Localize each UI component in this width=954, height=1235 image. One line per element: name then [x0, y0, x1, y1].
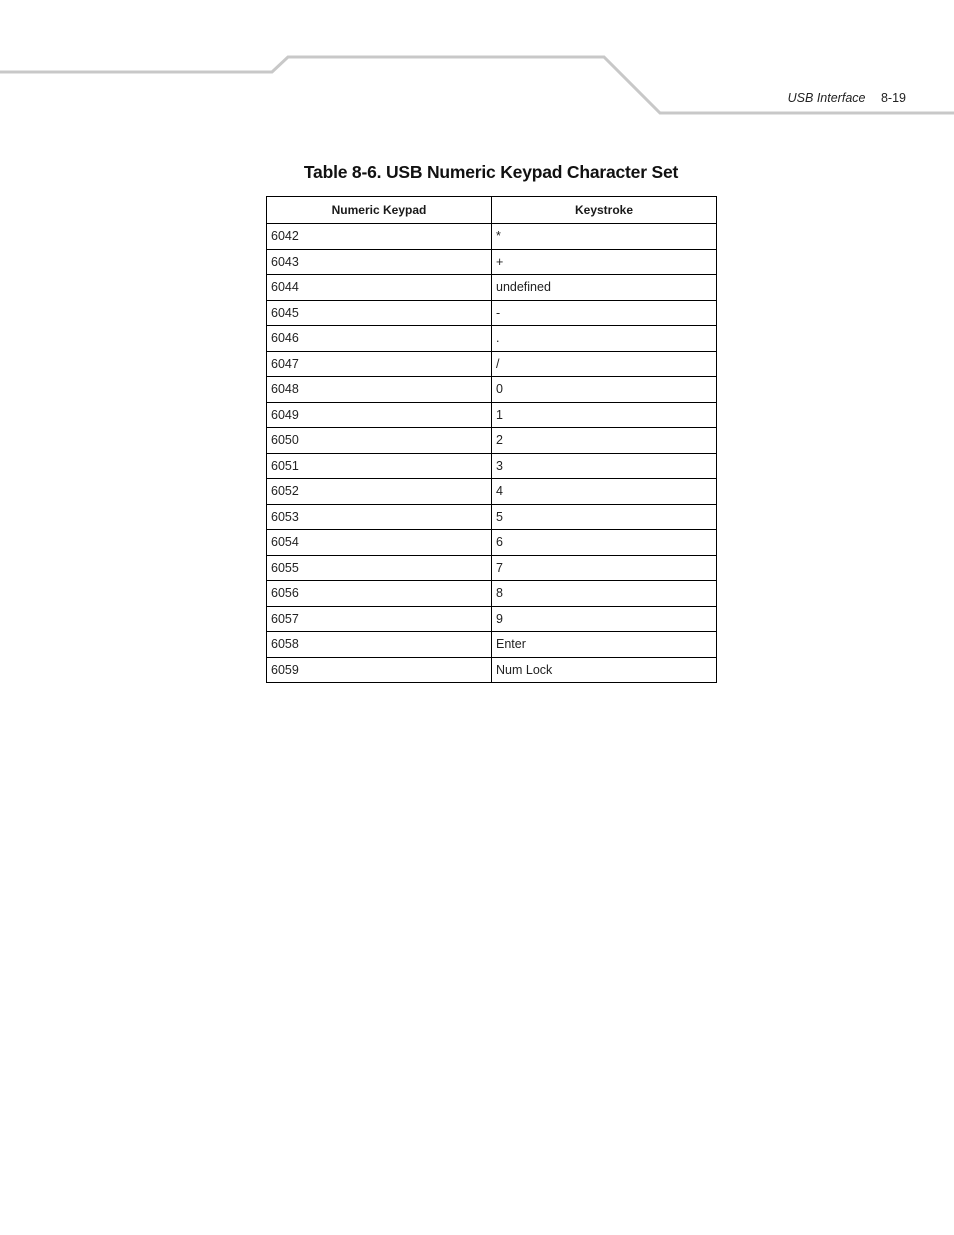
keypad-code: 6056: [267, 581, 492, 607]
keypad-code: 6053: [267, 504, 492, 530]
table-row: [267, 377, 717, 403]
keypad-code: 6047: [267, 351, 492, 377]
keypad-code: 6057: [267, 606, 492, 632]
table-row: [267, 326, 717, 352]
numeric-keypad-table: [266, 196, 717, 683]
table-row: [267, 530, 717, 556]
table-row: [267, 300, 717, 326]
keystroke: 2: [492, 428, 717, 454]
table-row: [267, 504, 717, 530]
keystroke: undefined: [492, 275, 717, 301]
table-row: [267, 632, 717, 658]
keystroke: .: [492, 326, 717, 352]
table-row: [267, 428, 717, 454]
keystroke: 9: [492, 606, 717, 632]
table-row: [267, 351, 717, 377]
keypad-code: 6045: [267, 300, 492, 326]
table-row: [267, 402, 717, 428]
page-number: 8-19: [880, 91, 906, 105]
section-name: USB Interface: [787, 91, 866, 105]
keystroke: 7: [492, 555, 717, 581]
keypad-code: 6042: [267, 224, 492, 250]
keypad-code: 6046: [267, 326, 492, 352]
table-row: [267, 479, 717, 505]
keystroke: *: [492, 224, 717, 250]
keystroke: +: [492, 249, 717, 275]
table-header-row: [267, 197, 717, 224]
running-header: [788, 91, 906, 105]
keystroke: -: [492, 300, 717, 326]
keystroke: 4: [492, 479, 717, 505]
keypad-code: 6059: [267, 657, 492, 683]
keypad-code: 6055: [267, 555, 492, 581]
keypad-code: 6054: [267, 530, 492, 556]
keypad-code: 6058: [267, 632, 492, 658]
keystroke: 5: [492, 504, 717, 530]
keystroke: 6: [492, 530, 717, 556]
table-row: [267, 453, 717, 479]
keystroke: 3: [492, 453, 717, 479]
table-row: [267, 581, 717, 607]
keystroke: 8: [492, 581, 717, 607]
keystroke: Num Lock: [492, 657, 717, 683]
column-header-keystroke: Keystroke: [492, 197, 717, 224]
column-header-numeric-keypad: Numeric Keypad: [267, 197, 492, 224]
keypad-code: 6050: [267, 428, 492, 454]
table-row: [267, 606, 717, 632]
keypad-code: 6051: [267, 453, 492, 479]
table-row: [267, 657, 717, 683]
table-title: Table 8-6. USB Numeric Keypad Character Set: [303, 162, 679, 182]
keypad-code: 6048: [267, 377, 492, 403]
keypad-code: 6043: [267, 249, 492, 275]
table-row: [267, 275, 717, 301]
keypad-code: 6049: [267, 402, 492, 428]
keystroke: 1: [492, 402, 717, 428]
table-row: [267, 224, 717, 250]
table-row: [267, 555, 717, 581]
table-row: [267, 249, 717, 275]
keystroke: 0: [492, 377, 717, 403]
keypad-code: 6044: [267, 275, 492, 301]
keystroke: Enter: [492, 632, 717, 658]
keystroke: /: [492, 351, 717, 377]
keypad-code: 6052: [267, 479, 492, 505]
